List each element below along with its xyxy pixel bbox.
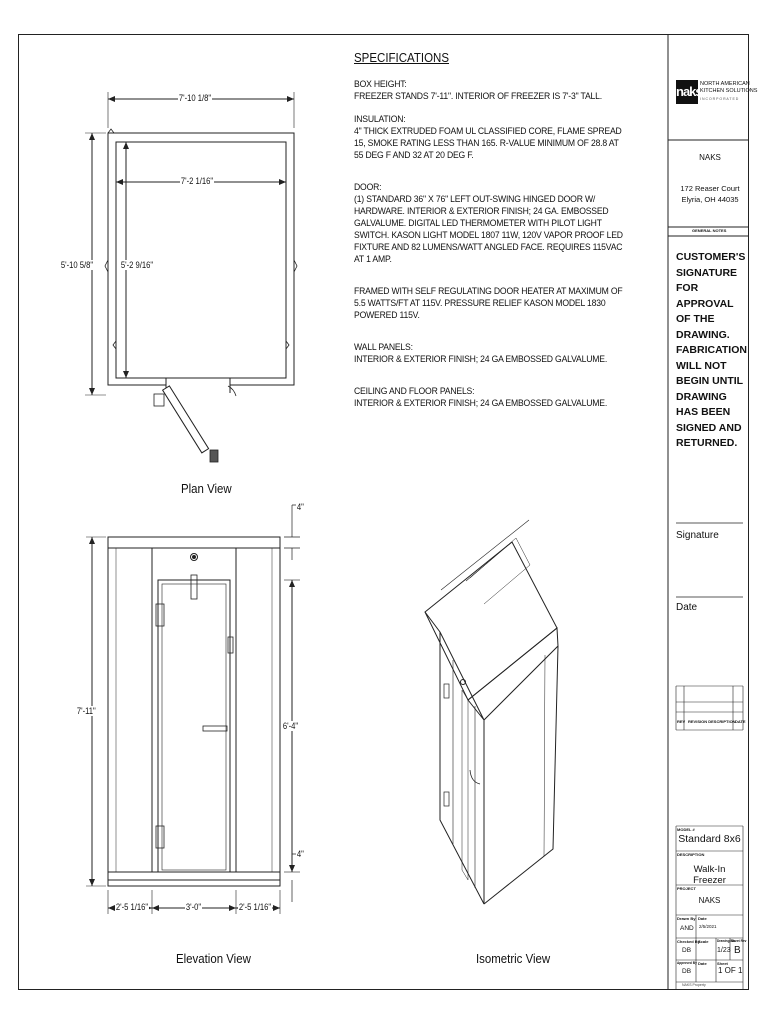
drawn-by-value: AND — [680, 925, 694, 932]
model-value: Standard 8x6 — [678, 833, 741, 845]
box-height-spec — [354, 78, 630, 102]
drawing-no-caption: Drawing No. — [717, 939, 736, 943]
project-caption: PROJECT — [677, 886, 696, 891]
specifications-title: SPECIFICATIONS — [354, 51, 450, 65]
checked-by-caption: Checked By — [677, 939, 700, 944]
date-value: 2/5/2021 — [699, 924, 717, 929]
wall-panels-spec — [354, 341, 630, 365]
revision-description-header: REVISION DESCRIPTION — [688, 719, 736, 724]
footer-property: NAKS Property — [682, 983, 706, 987]
title-block-frame — [668, 34, 749, 990]
insulation-text: 4" THICK EXTRUDED FOAM UL CLASSIFIED CORE, FLAME SPREAD 15, SMOKE RATING LESS THAN 165. R-VALUE MINIMUM OF 28.8 AT 55 DEG F AND 32 AT 20 DEG F. — [354, 125, 622, 160]
rev-column-header: REV — [677, 719, 686, 724]
plan-outer-depth-dim: 5'-10 5/8" — [60, 260, 94, 270]
elevation-view-label: Elevation View — [176, 951, 251, 966]
elevation-bottom-panel-dim: 4" — [296, 849, 304, 859]
specifications-block — [354, 52, 630, 420]
company-logo — [676, 80, 758, 104]
approved-by-value: DB — [682, 968, 692, 975]
date-caption: Date — [698, 916, 707, 921]
address-line1: 172 Reaser Court — [680, 184, 740, 193]
insulation-spec — [354, 113, 630, 161]
plan-view-drawing — [85, 92, 297, 462]
box-height-heading: BOX HEIGHT: — [354, 78, 407, 89]
sheet-caption-date: Date — [698, 961, 707, 966]
model-caption: MODEL # — [677, 827, 695, 832]
insulation-heading: INSULATION: — [354, 113, 406, 124]
ceiling-floor-heading: CEILING AND FLOOR PANELS: — [354, 385, 475, 396]
elevation-door-height-dim: 6'-4" — [282, 721, 299, 731]
sheet-rev-caption: Sheet Rev — [731, 939, 747, 943]
door-frame-spec: FRAMED WITH SELF REGULATING DOOR HEATER AT MAXIMUM OF 5.5 WATTS/FT AT 115V. PRESSURE RELIEF KASON MODEL 1830 POWERED 115V. — [354, 285, 623, 320]
plan-inner-width-dim: 7'-2 1/16" — [180, 176, 214, 186]
drawing-no-value: 1/23 — [717, 947, 731, 954]
logo-line1: NORTH AMERICAN — [700, 81, 750, 87]
checked-by-value: DB — [682, 947, 692, 954]
address-line2: Elyria, OH 44035 — [681, 195, 739, 204]
logo-mark: naks — [676, 80, 698, 104]
isometric-view-drawing — [425, 520, 558, 904]
sheet-value: 1 OF 1 — [718, 966, 743, 975]
sheet-rev-value: B — [734, 945, 741, 956]
ceiling-floor-text: INTERIOR & EXTERIOR FINISH; 24 GA EMBOSSED GALVALUME. — [354, 397, 608, 408]
door-spec — [354, 181, 630, 265]
scale-caption: Scale — [698, 939, 709, 944]
description-caption: DESCRIPTION — [677, 852, 705, 857]
elevation-height-dim: 7'-11" — [76, 706, 96, 716]
plan-inner-depth-dim: 5'-2 9/16" — [120, 260, 154, 270]
plan-view-label: Plan View — [181, 481, 232, 496]
rev-date-header: DATE — [735, 719, 746, 724]
wall-panels-heading: WALL PANELS: — [354, 341, 413, 352]
company-name: NAKS — [699, 153, 721, 162]
ceiling-floor-spec — [354, 385, 630, 409]
drawn-by-caption: Drawn By — [677, 916, 696, 921]
isometric-view-label: Isometric View — [476, 951, 551, 966]
logo-line3: I N C O R P O R A T E D — [700, 97, 739, 101]
door-heading: DOOR: — [354, 181, 382, 192]
approval-note: CUSTOMER'S SIGNATURE FOR APPROVAL OF THE DRAWING. FABRICATION WILL NOT BEGIN UNTIL DRAWING HAS BEEN SIGNED AND RETURNED. — [676, 251, 747, 449]
elevation-view-drawing — [86, 505, 300, 914]
signature-label: Signature — [676, 530, 719, 541]
general-notes-label: GENERAL NOTES — [692, 228, 727, 233]
elevation-door-width-dim: 3'-0" — [185, 902, 202, 912]
sheet-caption: Sheet — [717, 961, 728, 966]
plan-outer-width-dim: 7'-10 1/8" — [178, 93, 212, 103]
project-value: NAKS — [698, 896, 721, 905]
wall-panels-text: INTERIOR & EXTERIOR FINISH; 24 GA EMBOSSED GALVALUME. — [354, 353, 608, 364]
elevation-right-width-dim: 2'-5 1/16" — [238, 902, 272, 912]
description-value: Walk-In Freezer — [693, 864, 726, 886]
elevation-left-width-dim: 2'-5 1/16" — [115, 902, 149, 912]
logo-line2: KITCHEN SOLUTIONS — [700, 88, 758, 94]
box-height-text: FREEZER STANDS 7'-11". INTERIOR OF FREEZER IS 7'-3" TALL. — [354, 90, 602, 101]
date-label: Date — [676, 602, 698, 613]
approved-by-caption: Approved By — [677, 961, 697, 965]
door-text: (1) STANDARD 36" X 76" LEFT OUT-SWING HINGED DOOR W/ HARDWARE. INTERIOR & EXTERIOR FINISH; 24 GA. EMBOSSED GALVALUME. DIGITAL LED THERMOMETER WITH PILOT LIGHT SWITCH. KASON LIGHT MODEL 1807 11W, 120V VAPOR PROOF LED FIXTURE AND 82 LUMENS/WATT ANGLED FACE. REQUIRES 115VAC AT 1 AMP. — [354, 193, 623, 264]
elevation-top-panel-dim: 4" — [296, 502, 304, 512]
